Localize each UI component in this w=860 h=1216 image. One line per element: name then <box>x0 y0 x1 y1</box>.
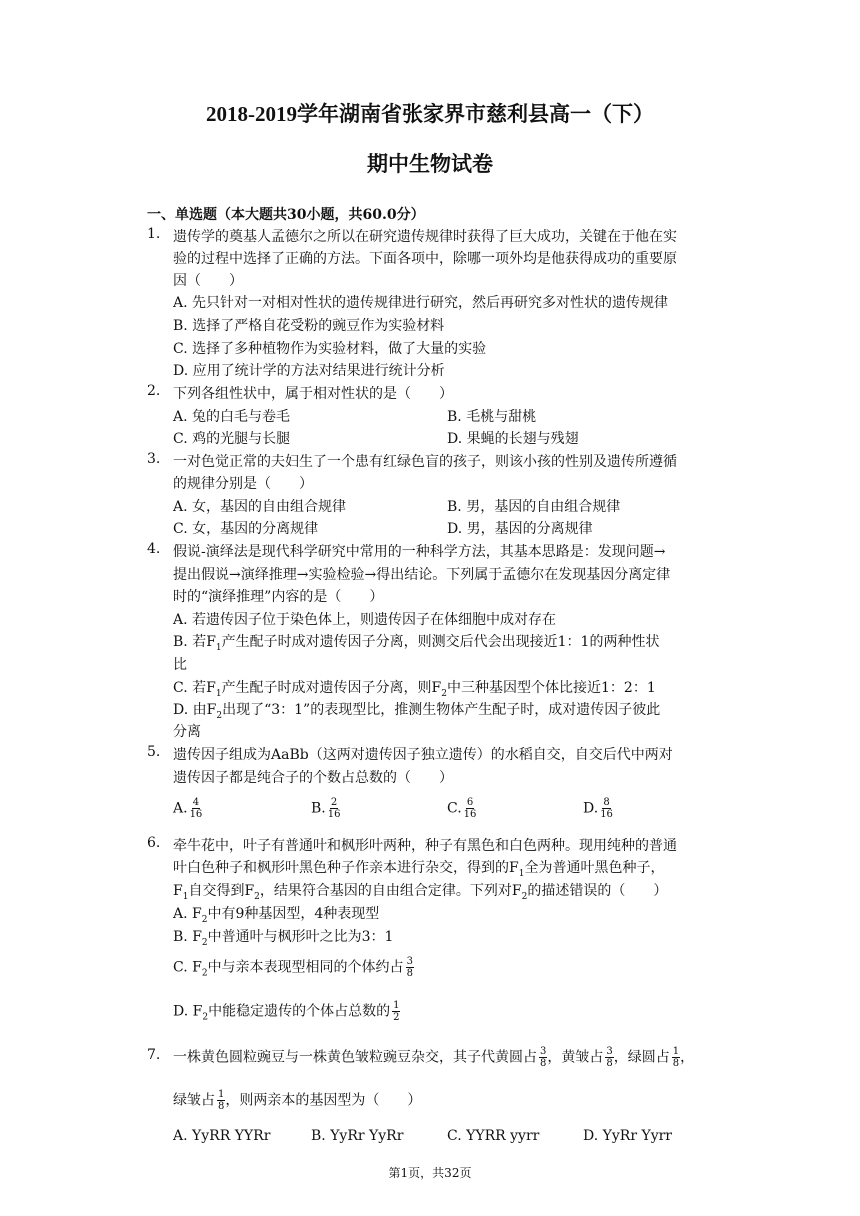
q1-stem-line1: 遗传学的奠基人孟德尔之所以在研究遗传规律时获得了巨大成功，关键在于他在实 <box>173 229 677 245</box>
q7-option-a: A. YyRR YYRr <box>173 1128 271 1144</box>
q1-option-b: B. 选择了严格自花受粉的豌豆作为实验材料 <box>173 318 445 334</box>
q4-option-d-line1: D. 由$F_2$出现了“3：1”的表现型比，推测生物体产生配子时，成对遗传因子彼此 <box>173 702 661 721</box>
page-title-line2: 期中生物试卷 <box>367 151 493 176</box>
q4-option-c: C. 若$F_1$产生配子时成对遗传因子分离，则$F_2$中三种基因型个体比接近1：2：1 <box>173 680 656 699</box>
fraction: $\frac{1}{8}$ <box>672 1046 680 1069</box>
fraction: $\frac{2}{16}$ <box>327 797 341 820</box>
q1-number: 1. <box>147 226 161 242</box>
q3-stem-line1: 一对色觉正常的夫妇生了一个患有红绿色盲的孩子，则该小孩的性别及遗传所遵循 <box>173 454 677 470</box>
fraction: $\frac{3}{8}$ <box>606 1046 613 1069</box>
q1-stem-line3: 因（ ） <box>173 273 243 289</box>
q3-number: 3. <box>147 451 161 467</box>
q1-option-a: A. 先只针对一对相对性状的遗传规律进行研究，然后再研究多对性状的遗传规律 <box>173 295 669 311</box>
q3-option-d: D. 男，基因的分离规律 <box>447 521 593 537</box>
q2-option-a: A. 兔的白毛与卷毛 <box>173 409 291 425</box>
q3-option-b: B. 男，基因的自由组合规律 <box>447 499 621 515</box>
q3-stem-line2: 的规律分别是（ ） <box>173 476 313 492</box>
q4-stem-line1: 假说-演绎法是现代科学研究中常用的一种科学方法，其基本思路是：发现问题→ <box>173 544 666 560</box>
q1-option-d: D. 应用了统计学的方法对结果进行统计分析 <box>173 363 445 379</box>
q4-stem-line2: 提出假说→演绎推理→实验检验→得出结论。下列属于孟德尔在发现基因分离定律 <box>173 567 671 583</box>
q6-stem-line2: 叶白色种子和枫形叶黑色种子作亲本进行杂交，得到的$F_1$全为普通叶黑色种子， <box>173 860 665 879</box>
q5-option-b: B. $\frac{2}{16}$ <box>311 797 341 820</box>
page-title-line1: 2018-2019学年湖南省张家界市慈利县高一（下） <box>206 102 654 126</box>
q4-number: 4. <box>147 541 161 557</box>
q5-number: 5. <box>147 744 161 760</box>
q6-stem-line3: $F_1$自交得到$F_2$，结果符合基因的自由组合定律。下列对$F_2$的描述错误的（ ） <box>173 883 668 902</box>
q2-stem-line1: 下列各组性状中，属于相对性状的是（ ） <box>173 386 453 402</box>
q4-option-b-line2: 比 <box>173 657 187 673</box>
q1-option-c: C. 选择了多种植物作为实验材料，做了大量的实验 <box>173 341 487 357</box>
q6-number: 6. <box>147 835 161 851</box>
q7-number: 7. <box>147 1047 161 1063</box>
q2-option-c: C. 鸡的光腿与长腿 <box>173 431 291 447</box>
page-footer: 第1页，共32页 <box>388 1166 472 1180</box>
fraction: $\frac{6}{16}$ <box>463 797 477 820</box>
q4-option-d-line2: 分离 <box>173 724 201 740</box>
q7-option-d: D. YyRr Yyrr <box>583 1128 672 1144</box>
q6-option-a: A. $F_2$中有9种基因型，4种表现型 <box>173 906 380 925</box>
q5-option-d: D. $\frac{8}{16}$ <box>583 797 613 820</box>
fraction: $\frac{8}{16}$ <box>600 797 613 820</box>
fraction: $\frac{3}{8}$ <box>406 956 413 979</box>
q2-option-b: B. 毛桃与甜桃 <box>447 409 537 425</box>
q7-option-c: C. YYRR yyrr <box>447 1128 540 1144</box>
q3-option-c: C. 女，基因的分离规律 <box>173 521 319 537</box>
q1-stem-line2: 验的过程中选择了正确的方法。下面各项中，除哪一项外均是他获得成功的重要原 <box>173 251 677 267</box>
fraction: $\frac{3}{8}$ <box>540 1046 547 1069</box>
q6-option-b: B. $F_2$中普通叶与枫形叶之比为3：1 <box>173 929 394 948</box>
section-heading: 一、单选题（本大题共30小题，共60.0分） <box>147 207 425 223</box>
q6-stem-line1: 牵牛花中，叶子有普通叶和枫形叶两种，种子有黑色和白色两种。现用纯种的普通 <box>173 838 677 854</box>
q7-stem-line2: 绿皱占 $\frac{1}{8}$ ，则两亲本的基因型为（ ） <box>173 1089 422 1112</box>
fraction: $\frac{1}{2}$ <box>393 1000 400 1023</box>
q5-option-c: C. $\frac{6}{16}$ <box>447 797 477 820</box>
q3-option-a: A. 女，基因的自由组合规律 <box>173 499 347 515</box>
q2-option-d: D. 果蝇的长翅与残翅 <box>447 431 579 447</box>
fraction: $\frac{1}{8}$ <box>218 1089 225 1112</box>
q2-number: 2. <box>147 383 161 399</box>
q6-option-d: D. $F_2$中能稳定遗传的个体占总数的 $\frac{1}{2}$ <box>173 1000 400 1023</box>
q5-stem-line2: 遗传因子都是纯合子的个数占总数的（ ） <box>173 770 453 786</box>
q4-option-b-line1: B. 若$F_1$产生配子时成对遗传因子分离，则测交后代会出现接近1：1的两种性状 <box>173 634 660 653</box>
q7-option-b: B. YyRr YyRr <box>311 1128 404 1144</box>
fraction: $\frac{4}{16}$ <box>189 797 203 820</box>
q6-option-c: C. $F_2$中与亲本表现型相同的个体约占 $\frac{3}{8}$ <box>173 956 413 979</box>
q7-stem-line1: 一株黄色圆粒豌豆与一株黄色皱粒豌豆杂交，其子代黄圆占 $\frac{3}{8}$ ，黄皱占 $\frac{3}{8}$ ，绿圆占 $\frac{1}{8}$ ， <box>173 1046 695 1069</box>
q5-stem-line1: 遗传因子组成为AaBb（这两对遗传因子独立遗传）的水稻自交，自交后代中两对 <box>173 747 673 763</box>
q4-stem-line3: 时的“演绎推理”内容的是（ ） <box>173 589 384 605</box>
q4-option-a: A. 若遗传因子位于染色体上，则遗传因子在体细胞中成对存在 <box>173 612 557 628</box>
q5-option-a: A. $\frac{4}{16}$ <box>173 797 203 820</box>
